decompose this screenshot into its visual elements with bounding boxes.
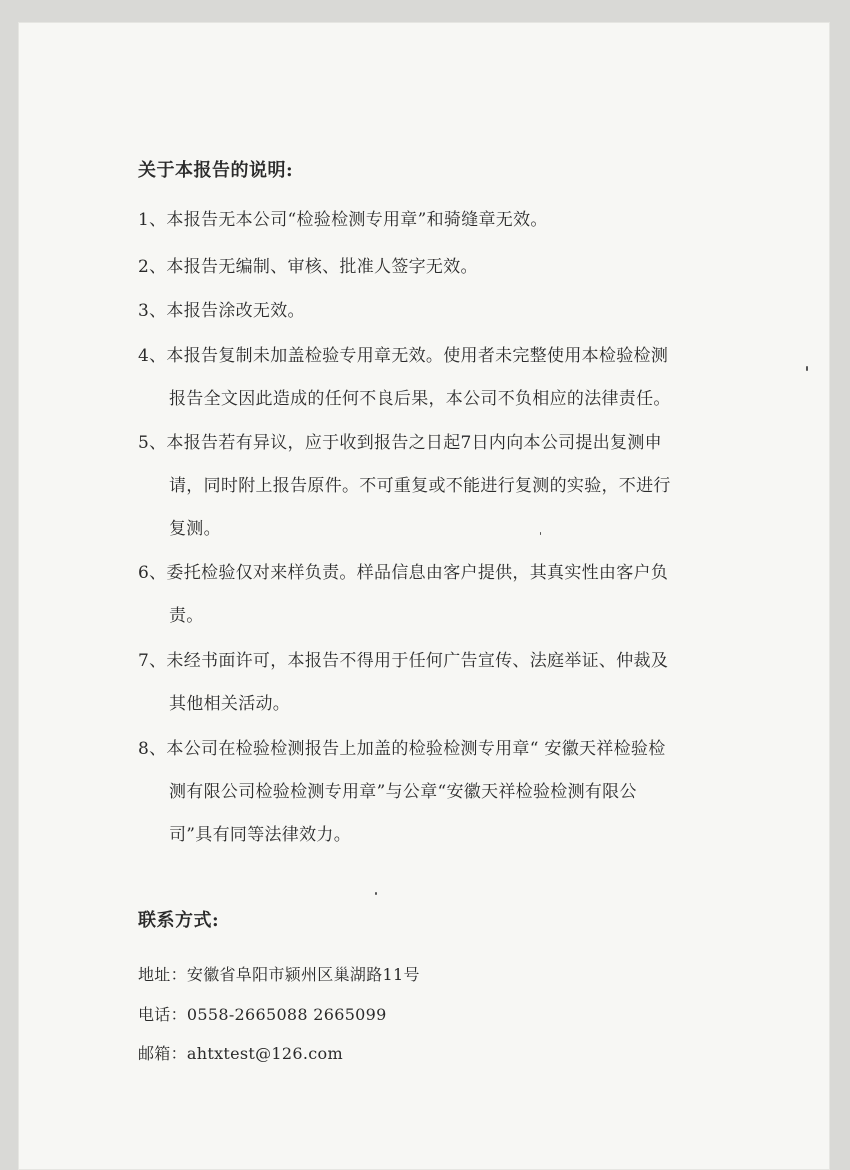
contact-email: 邮箱：ahtxtest@126.com [138,1044,343,1063]
note-5-line-3: 复测。 [169,519,221,539]
note-4-line-1: 4、本报告复制未加盖检验专用章无效。使用者未完整使用本检验检测 [138,346,669,366]
note-8-line-2: 测有限公司检验检测专用章”与公章“安徽天祥检验检测有限公 [169,782,637,802]
scan-speck [806,366,808,371]
contact-phone: 电话：0558-2665088 2665099 [138,1005,387,1024]
note-2-line-1: 2、本报告无编制、审核、批准人签字无效。 [138,257,478,277]
note-5-line-2: 请，同时附上报告原件。不可重复或不能进行复测的实验，不进行 [169,476,671,496]
note-7-line-1: 7、未经书面许可，本报告不得用于任何广告宣传、法庭举证、仲裁及 [138,651,669,671]
note-6-line-1: 6、委托检验仅对来样负责。样品信息由客户提供，其真实性由客户负 [138,563,669,583]
note-5-line-1: 5、本报告若有异议，应于收到报告之日起7日内向本公司提出复测申 [138,433,662,453]
scan-speck [540,532,541,535]
note-6-line-2: 责。 [169,606,204,626]
note-8-line-1: 8、本公司在检验检测报告上加盖的检验检测专用章“ 安徽天祥检验检 [138,739,666,759]
contact-address: 地址：安徽省阜阳市颍州区巢湖路11号 [138,965,420,984]
note-7-line-2: 其他相关活动。 [169,694,291,714]
document-page [18,22,830,1170]
notes-heading: 关于本报告的说明: [138,160,294,181]
contact-heading: 联系方式: [138,910,220,931]
note-8-line-3: 司”具有同等法律效力。 [169,825,351,845]
note-3-line-1: 3、本报告涂改无效。 [138,301,305,321]
scan-speck [375,892,377,895]
note-1-line-1: 1、本报告无本公司“检验检测专用章”和骑缝章无效。 [138,210,548,230]
note-4-line-2: 报告全文因此造成的任何不良后果，本公司不负相应的法律责任。 [169,389,671,409]
